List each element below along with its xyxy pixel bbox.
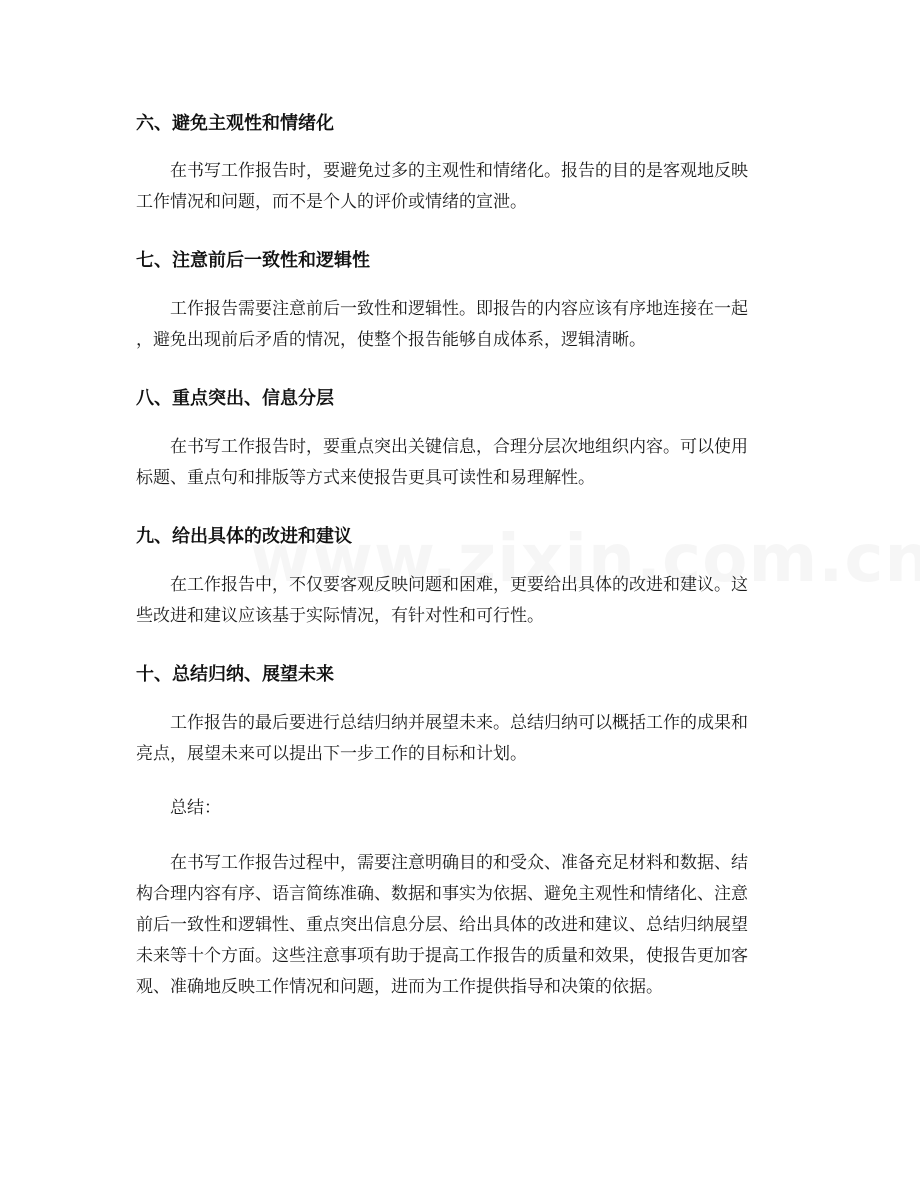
paragraph-line: 些改进和建议应该基于实际情况，有针对性和可行性。 [136, 606, 544, 626]
paragraph-line: 标题、重点句和排版等方式来使报告更具可读性和易理解性。 [136, 468, 595, 488]
paragraph-line: 在书写工作报告过程中，需要注意明确目的和受众、准备充足材料和数据、结 [170, 853, 748, 873]
paragraph-line: 构合理内容有序、语言简练准确、数据和事实为依据、避免主观性和情绪化、注意 [136, 884, 748, 904]
section-paragraph-9 [136, 570, 786, 632]
section-paragraph-10 [136, 708, 786, 770]
paragraph-line: 亮点，展望未来可以提出下一步工作的目标和计划。 [136, 744, 527, 764]
section-paragraph-8 [136, 432, 786, 494]
paragraph-line: 在书写工作报告时，要重点突出关键信息，合理分层次地组织内容。可以使用 [170, 437, 748, 457]
paragraph-line: ，避免出现前后矛盾的情况，使整个报告能够自成体系，逻辑清晰。 [136, 330, 646, 350]
section-paragraph-6 [136, 156, 786, 218]
section-heading-8: 八、重点突出、信息分层 [136, 388, 334, 409]
paragraph-line: 未来等十个方面。这些注意事项有助于提高工作报告的质量和效果，使报告更加客 [136, 946, 748, 966]
paragraph-line: 前后一致性和逻辑性、重点突出信息分层、给出具体的改进和建议、总结归纳展望 [136, 915, 748, 935]
section-paragraph-7 [136, 294, 786, 356]
paragraph-line: 工作情况和问题，而不是个人的评价或情绪的宣泄。 [136, 192, 527, 212]
summary-label [136, 793, 786, 824]
paragraph-line: 观、准确地反映工作情况和问题，进而为工作提供指导和决策的依据。 [136, 977, 663, 997]
section-heading-9: 九、给出具体的改进和建议 [136, 526, 352, 547]
paragraph-line: 在工作报告中，不仅要客观反映问题和困难，更要给出具体的改进和建议。这 [170, 575, 748, 595]
summary-paragraph [136, 848, 786, 1003]
paragraph-line: 在书写工作报告时，要避免过多的主观性和情绪化。报告的目的是客观地反映 [170, 161, 748, 181]
paragraph-line: 工作报告需要注意前后一致性和逻辑性。即报告的内容应该有序地连接在一起 [170, 299, 748, 319]
paragraph-line: 工作报告的最后要进行总结归纳并展望未来。总结归纳可以概括工作的成果和 [170, 713, 748, 733]
section-heading-7: 七、注意前后一致性和逻辑性 [136, 250, 370, 271]
section-heading-6: 六、避免主观性和情绪化 [136, 113, 334, 134]
summary-label-text: 总结： [170, 798, 221, 818]
section-heading-10: 十、总结归纳、展望未来 [136, 664, 334, 685]
